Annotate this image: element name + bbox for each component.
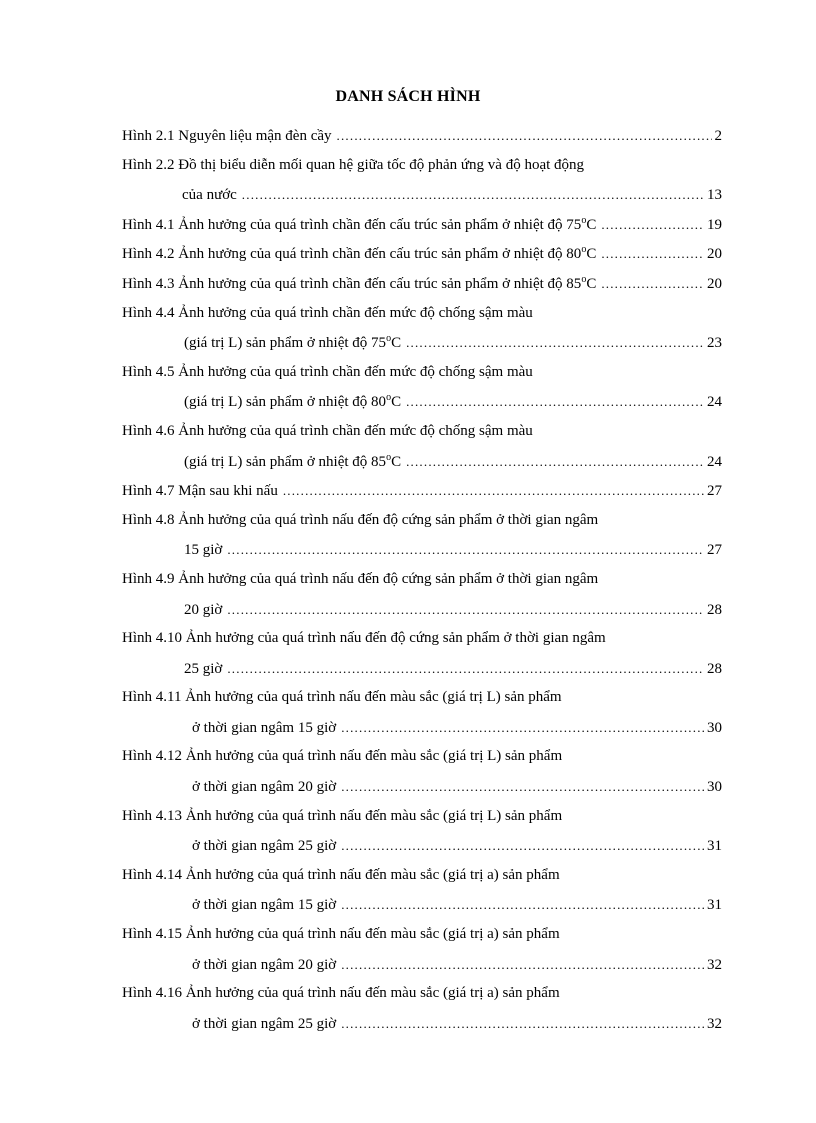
entry-first-line [122,506,722,536]
entry-label: (giá trị L) sản phẩm ở nhiệt độ 80$^o$C [184,392,402,411]
list-item[interactable] [122,742,722,801]
entry-label: Hình 2.1 Nguyên liệu mận đèn cầy [122,128,332,144]
entry-label: ở thời gian ngâm 20 giờ [192,956,337,973]
list-item[interactable] [122,683,722,742]
entry-label: ở thời gian ngâm 20 giờ [192,779,337,796]
entry-label: 20 giờ [184,601,223,618]
entry-line [122,476,722,506]
dot-leader [341,890,704,920]
degree-superscript: o [581,244,587,256]
list-item[interactable] [122,624,722,683]
entry-label: Hình 4.13 Ảnh hưởng của quá trình nấu đến màu sắc (giá trị L) sản phẩm [122,807,563,824]
list-item[interactable] [122,239,722,269]
page-number: 30 [707,779,722,796]
entry-continuation-line [122,595,722,625]
dot-leader [341,1009,704,1039]
page-number: 13 [707,187,722,204]
entry-label: Hình 4.5 Ảnh hưởng của quá trình chần đến mức độ chống sậm màu [122,363,533,380]
dot-leader [242,180,704,210]
entry-continuation-line [122,890,722,920]
page-number: 31 [707,897,722,914]
entry-continuation-line [122,535,722,565]
dot-leader [341,713,704,743]
entry-label: Hình 2.2 Đồ thị biểu diễn mối quan hệ giữa tốc độ phản ứng và độ hoạt động [122,156,585,173]
entry-continuation-line [122,654,722,684]
degree-superscript: o [581,214,587,226]
dot-leader [337,121,712,151]
entry-first-line [122,683,722,713]
entry-label: 25 giờ [184,660,223,677]
entry-label: ở thời gian ngâm 25 giờ [192,838,337,855]
entry-label: của nước [182,187,237,204]
entry-continuation-line [122,328,722,358]
entry-continuation-line [122,772,722,802]
dot-leader [601,269,704,299]
entry-continuation-line [122,713,722,743]
entry-line [122,121,722,151]
entry-first-line [122,802,722,832]
page-number: 30 [707,719,722,736]
page-title: DANH SÁCH HÌNH [335,88,481,105]
entry-continuation-line [122,387,722,417]
entry-label: 15 giờ [184,542,223,559]
entry-line [122,210,722,240]
list-item[interactable] [122,210,722,240]
page-number: 32 [707,1015,722,1032]
dot-leader [283,476,704,506]
list-item[interactable] [122,920,722,979]
entry-label: Hình 4.8 Ảnh hưởng của quá trình nấu đến độ cứng sản phẩm ở thời gian ngâm [122,511,599,528]
page-number: 20 [707,275,722,292]
page-number: 27 [707,542,722,559]
page-number: 24 [707,394,722,411]
degree-superscript: o [386,451,392,463]
entry-line [122,269,722,299]
page-number: 2 [714,128,722,144]
dot-leader [227,654,704,684]
entry-label: (giá trị L) sản phẩm ở nhiệt độ 85$^o$C [184,451,402,470]
entry-continuation-line [122,180,722,210]
entry-continuation-line [122,1009,722,1039]
degree-superscript: o [581,273,587,285]
entry-continuation-line [122,447,722,477]
dot-leader [406,387,704,417]
page-number: 31 [707,838,722,855]
entry-label: Hình 4.9 Ảnh hưởng của quá trình nấu đến độ cứng sản phẩm ở thời gian ngâm [122,570,599,587]
entry-continuation-line [122,831,722,861]
entry-label: Hình 4.1 Ảnh hưởng của quá trình chần đến cấu trúc sản phẩm ở nhiệt độ 75$^o$C [122,214,597,233]
page-number: 28 [707,660,722,677]
entry-label: ở thời gian ngâm 25 giờ [192,1015,337,1032]
page-number: 23 [707,335,722,352]
entry-label: ở thời gian ngâm 15 giờ [192,719,337,736]
dot-leader [227,535,704,565]
list-item[interactable] [122,299,722,358]
entry-label: Hình 4.3 Ảnh hưởng của quá trình chần đến cấu trúc sản phẩm ở nhiệt độ 85$^o$C [122,273,597,292]
entry-label: Hình 4.10 Ảnh hưởng của quá trình nấu đến độ cứng sản phẩm ở thời gian ngâm [122,630,606,647]
page-number: 24 [707,453,722,470]
degree-superscript: o [386,333,392,345]
entry-label: Hình 4.2 Ảnh hưởng của quá trình chần đến cấu trúc sản phẩm ở nhiệt độ 80$^o$C [122,244,597,263]
list-item[interactable] [122,417,722,476]
entry-line [122,239,722,269]
entry-label: Hình 4.7 Mận sau khi nấu [122,483,278,500]
page-number: 20 [707,246,722,263]
degree-superscript: o [386,392,392,404]
dot-leader [601,210,704,240]
list-item[interactable] [122,979,722,1038]
list-item[interactable] [122,861,722,920]
entry-label: ở thời gian ngâm 15 giờ [192,897,337,914]
dot-leader [341,772,704,802]
entry-continuation-line [122,950,722,980]
entry-first-line [122,151,722,181]
entry-label: Hình 4.6 Ảnh hưởng của quá trình chần đến mức độ chống sậm màu [122,422,533,439]
page-number: 28 [707,601,722,618]
dot-leader [601,239,704,269]
entry-label: Hình 4.11 Ảnh hưởng của quá trình nấu đến màu sắc (giá trị L) sản phẩm [122,689,562,706]
entry-first-line [122,299,722,329]
entry-label: Hình 4.16 Ảnh hưởng của quá trình nấu đến màu sắc (giá trị a) sản phẩm [122,985,560,1002]
page-number: 19 [707,216,722,233]
entry-label: Hình 4.12 Ảnh hưởng của quá trình nấu đến màu sắc (giá trị L) sản phẩm [122,748,563,765]
entry-first-line [122,565,722,595]
list-item[interactable] [122,506,722,565]
list-item[interactable] [122,358,722,417]
entry-label: Hình 4.15 Ảnh hưởng của quá trình nấu đến màu sắc (giá trị a) sản phẩm [122,926,560,943]
list-item[interactable] [122,121,722,151]
entry-label: (giá trị L) sản phẩm ở nhiệt độ 75$^o$C [184,333,402,352]
entry-first-line [122,979,722,1009]
list-item[interactable] [122,269,722,299]
dot-leader [227,595,704,625]
list-item[interactable] [122,565,722,624]
dot-leader [341,831,704,861]
entry-label: Hình 4.4 Ảnh hưởng của quá trình chần đến mức độ chống sậm màu [122,304,533,321]
entry-first-line [122,358,722,388]
dot-leader [406,328,704,358]
entry-first-line [122,624,722,654]
entry-first-line [122,742,722,772]
list-item[interactable] [122,476,722,506]
entry-first-line [122,920,722,950]
entry-first-line [122,417,722,447]
list-item[interactable] [122,802,722,861]
page-number: 32 [707,956,722,973]
figure-list [122,121,722,1038]
dot-leader [341,950,704,980]
dot-leader [406,447,704,477]
page-number: 27 [707,483,722,500]
entry-label: Hình 4.14 Ảnh hưởng của quá trình nấu đến màu sắc (giá trị a) sản phẩm [122,866,560,883]
entry-first-line [122,861,722,891]
list-item[interactable] [122,151,722,210]
